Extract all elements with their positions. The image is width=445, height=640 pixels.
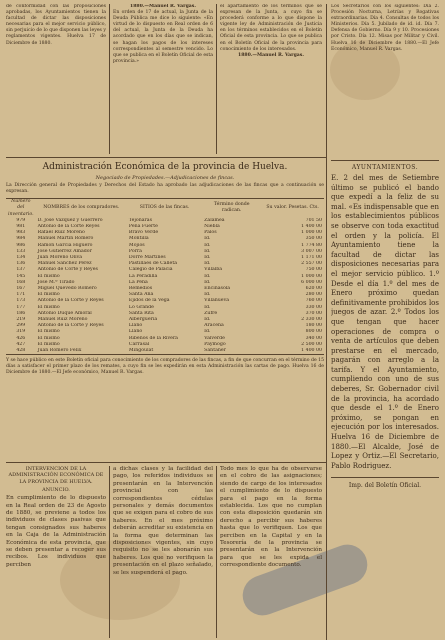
cell-buyer: Antonio de la Corte y Reyes <box>37 323 104 329</box>
cell-inventory: 137 <box>16 267 26 273</box>
cell-buyer: Rafael Ruiz Moreno <box>37 230 85 236</box>
cell-site: Santa Ana <box>128 292 154 298</box>
top-column-1 <box>6 4 106 154</box>
cell-inventory: 319 <box>16 329 26 335</box>
cell-value: 760 00 <box>305 298 322 304</box>
cell-site: Peña Fuerte <box>128 224 158 229</box>
column-divider <box>109 4 110 154</box>
cell-buyer: Antonio Duque Amoral <box>37 310 92 316</box>
cell-value: 701 50 <box>305 217 322 223</box>
cell-value: 1 000 00 <box>301 273 322 279</box>
top-column-2 <box>113 4 213 154</box>
cell-term: Aracena <box>204 323 224 329</box>
admin-note: Y se hace público en este Boletín oficial para conocimiento de los compradores de las fincas, a fin de que concurran en el término de 15 días a satisfacer el primer plazo de los remates, a cuyo fin se les expedirán en esta Administración las cartas de pago. Huelva 16 de Diciembre de 1880.—El Jefe económico, Manuel R. Vargas. <box>6 358 324 376</box>
header-term: Término donde radican. <box>213 202 250 214</box>
ayuntamientos-title: AYUNTAMIENTOS. <box>351 164 419 171</box>
section-rule <box>6 157 326 158</box>
top-column-2-signature: 1880.—Manuel R. Vargas. <box>130 4 196 9</box>
admin-section <box>6 160 324 460</box>
cell-inventory: 177 <box>16 304 26 310</box>
cell-inventory: 428 <box>16 348 26 354</box>
intervention-subtitle: ANUNCIO. <box>42 487 70 494</box>
cell-term: Paymogo <box>204 341 226 347</box>
cell-site: Remedios <box>128 286 153 292</box>
cell-buyer: Miguel Quevedo Romero <box>37 286 97 292</box>
cell-term: Zufre <box>204 310 218 316</box>
cell-site: La Peña <box>128 279 148 285</box>
top-column-4 <box>331 4 439 160</box>
printer-footer: Imp. del Boletín Oficial. <box>348 482 422 490</box>
cell-site: Llano <box>128 329 143 335</box>
cell-value: 280 00 <box>305 292 322 298</box>
cell-buyer: Juan Romero Felix <box>37 348 82 354</box>
cell-inventory: 981 <box>16 224 26 229</box>
ayuntamientos-text: E. 2 del mes de Setiembre último se publicó el bando que expedí a la feliz de su mal. «Es indispensable que en los establecimientos públicos se observe con toda exactitud el orden y la policía. El Ayuntamiento tiene la facultad de dictar las disposiciones necesarias para el mejor servicio público. 1.º Desde el día 1.º del mes de Enero próximo quedan definitivamente prohibidos los juegos de azar. 2.º Todos los que tengan que hacer operaciones de compra o venta de artículos que deben prestarse en el mercado, pagarán con arreglo a la tarifa. Y el Ayuntamiento, cumpliendo con uno de sus deberes, Sr. Gobernador civil de la provincia, ha acordado que desde el 1.º de Enero próximo, se pongan en ejecución por los interesados. Huelva 16 de Diciembre de 1880.—El Alcalde, José de Lopez y Ortiz.—El Secretario, Pablo Rodriguez. <box>331 174 439 470</box>
cell-value: 800 00 <box>305 329 322 335</box>
header-value: Su valor. Pesetas. Cts. <box>266 205 319 211</box>
cell-site: Mojios <box>128 242 145 248</box>
cell-inventory: 984 <box>16 236 26 242</box>
top-column-2-text: En orden de 17 de actual, la Junta de la Deuda Pública me dice lo siguiente: «En virtud de lo dispuesto en Real orden de 6 del actual, la Junta de la Deuda ha acordado que en los días que se indican, se hagan los pagos de los intereses correspondientes al semestre vencido. Lo que se publica en el Boletín Oficial de esta provincia.» <box>113 10 213 64</box>
cell-value: 340 00 <box>305 335 322 341</box>
top-column-4-text: Los Secretarios con los siguientes: Día 2. Procesión Nocturna, Letrías y Rogativas extraordinarias. Día 4. Consultas de todos los Ministerios. Día 5. Jubilado de id. id. Día 7. Defensa de Gobierno. Día 9 y 10. Procesiones por Cristo. Día 12. Misas por Militar y Civil. Huelva 16 de Diciembre de 1880.—El Jefe Económico, Manuel R. Vargas. <box>331 4 439 52</box>
section-rule <box>6 462 326 463</box>
cell-value: 1 400 00 <box>301 224 322 229</box>
cell-site: Llano <box>128 323 143 329</box>
cell-site: Santa Rita <box>128 310 154 316</box>
cell-term: Niebla <box>204 224 220 229</box>
cell-term: Villanueva <box>204 298 230 304</box>
cell-term: Santaner <box>204 348 226 354</box>
column-divider <box>216 466 217 638</box>
cell-value: 620 00 <box>305 286 322 292</box>
cell-buyer: Juan Moreno Oliva <box>37 255 83 261</box>
cell-term: Villalba <box>204 267 223 273</box>
cell-buyer: El mismo <box>37 335 60 341</box>
cell-inventory: 427 <box>16 341 26 347</box>
cell-value: 1 774 80 <box>301 242 322 248</box>
cell-value: 180 00 <box>305 323 322 329</box>
cell-inventory: 168 <box>16 279 26 285</box>
admin-intro: La Dirección general de Propiedades y Derechos del Estado ha aprobado las adjudicaciones de las fincas que a continuación se expresan. <box>6 183 324 195</box>
cell-buyer: El mismo <box>37 273 60 279</box>
lower-column-2-text: a dichas clases y la facilidad del pago, los referidos individuos se presentarán en la Intervención provincial con las correspondientes cédulas personales y demás documentos que se exigen para el cobro de sus haberes. En el mes próximo deberán acreditar su existencia en la forma que determinan las disposiciones vigentes, sin cuyo requisito no se les abonarán sus haberes. Los que no verifiquen la presentación en el plazo señalado, se les suspenderá el pago. <box>113 466 213 576</box>
cell-site: Calegio de Palacia <box>128 267 173 273</box>
cell-term: Id. <box>204 248 211 254</box>
header-inventory: Número del inventario. <box>8 199 34 217</box>
column-divider <box>326 4 327 640</box>
cell-term: Id. <box>204 329 211 335</box>
top-column-3 <box>220 4 322 154</box>
cell-value: 2 557 00 <box>301 261 322 267</box>
cell-value: 2 500 00 <box>301 341 322 347</box>
cell-inventory: 986 <box>16 242 26 248</box>
cell-term: Id. <box>204 236 211 242</box>
cell-term: Id. <box>204 255 211 261</box>
top-column-1-text: de conformidad con las proposiciones aprobadas, los Ayuntamientos tienen la facultad de dictar las disposiciones necesarias para el mejor servicio público, sin perjuicio de lo que disponen las leyes y reglamentos vigentes. Huelva 17 de Diciembre de 1880. <box>6 4 106 46</box>
header-sites: SITIOS de las fincas. <box>139 205 190 211</box>
cell-value: 370 00 <box>305 310 322 316</box>
cell-term: Zalamea <box>204 217 225 223</box>
header-buyers: NOMBRES de los compradores. <box>43 205 120 211</box>
cell-buyer: El mismo <box>37 329 60 335</box>
admin-subtitle: Negociado de Propiedades.—Adjudicaciones de fincas. <box>95 175 235 181</box>
cell-site: Tejonaras <box>128 217 152 223</box>
cell-site: Albergueria <box>128 317 158 323</box>
cell-inventory: 983 <box>16 230 26 236</box>
ayuntamientos-section <box>331 164 439 630</box>
table-row <box>6 348 324 355</box>
lower-column-2 <box>113 466 213 638</box>
cell-term: Palos <box>204 230 217 236</box>
cell-site: La Peradilla <box>128 273 158 279</box>
cell-site: Dorre Martines <box>128 255 166 261</box>
cell-inventory: 134 <box>16 255 26 261</box>
cell-buyer: José M.ª Tirado <box>37 279 75 285</box>
section-rule <box>331 160 439 161</box>
cell-inventory: 145 <box>16 273 26 279</box>
intervention-text: En cumplimiento de lo dispuesto en la Real orden de 23 de Agosto de 1880, se previene a todos los individuos de clases pasivas que tengan consignados sus haberes en la Caja de la Administración Económica de esta provincia, que se deben presentar a recoger sus recibos. Los individuos que perciben <box>6 495 106 568</box>
cell-term: Valverde <box>204 335 225 341</box>
cell-buyer: El mismo <box>37 341 60 347</box>
cell-inventory: 167 <box>16 286 26 292</box>
cell-site: Bravo Verde <box>128 230 159 236</box>
cell-inventory: 171 <box>16 292 26 298</box>
cell-inventory: 426 <box>16 335 26 341</box>
cell-site: Mingoulat <box>128 348 154 354</box>
cell-site: Ejidos de la Vega <box>128 298 170 304</box>
lower-column-1 <box>6 466 106 638</box>
adjudication-table <box>6 198 324 355</box>
top-column-3-signature: 1880.—Manuel R. Vargas. <box>238 52 304 58</box>
cell-site: Porra <box>128 248 142 254</box>
cell-inventory: 173 <box>16 298 26 304</box>
cell-value: 750 00 <box>305 267 322 273</box>
column-divider <box>216 4 217 154</box>
cell-site: Pastillaes de Calleta <box>128 261 177 267</box>
cell-value: 1 400 00 <box>301 348 322 354</box>
cell-buyer: José Gutierrez Amador <box>37 248 92 254</box>
cell-site: Montilla <box>128 236 149 242</box>
cell-inventory: 299 <box>16 323 26 329</box>
cell-term: Id. <box>204 292 211 298</box>
cell-buyer: El mismo <box>37 304 60 310</box>
cell-buyer: Antonio de la Corte Reyes <box>37 224 100 229</box>
cell-inventory: 136 <box>16 261 26 267</box>
cell-value: 1 000 00 <box>301 230 322 236</box>
cell-buyer: Ramón García Higuero <box>37 242 93 248</box>
cell-inventory: 219 <box>16 317 26 323</box>
cell-inventory: 186 <box>16 310 26 316</box>
cell-buyer: Manuel Martín Romero <box>37 236 94 242</box>
cell-inventory: 133 <box>16 248 26 254</box>
top-column-3-text: el apartamiento de los términos que se expresan de la Junta, a cuyo fin se procederá conforme a lo que dispone la vigente ley de Administración de Justicia en los términos establecidos en el Boletín Oficial de esta provincia. Lo que se publica en el Boletín Oficial de la provincia para conocimiento de los interesados. <box>220 4 322 52</box>
intervention-title: INTERVENCIÓN DE LA ADMINISTRACIÓN ECONÓMICA DE LA PROVINCIA DE HUELVA. <box>8 466 104 485</box>
cell-buyer: D. José Vazquez y Guerrero <box>37 217 103 223</box>
cell-term: Id. <box>204 261 211 267</box>
cell-term: Encinasola <box>204 286 231 292</box>
cell-value: 1 171 00 <box>301 255 322 261</box>
cell-term: Id. <box>204 304 211 310</box>
cell-inventory: 979 <box>16 217 26 223</box>
cell-buyer: Manuel Sanchez Pérez <box>37 261 92 267</box>
cell-buyer: El mismo <box>37 292 60 298</box>
cell-value: 3 007 00 <box>301 248 322 254</box>
cell-buyer: Manuel Ruiz Moreno <box>37 317 88 323</box>
lower-column-3 <box>220 466 322 638</box>
cell-value: 2 330 00 <box>301 317 322 323</box>
cell-term: Id. <box>204 242 211 248</box>
cell-site: Lo Grande <box>128 304 154 310</box>
cell-site: Carrasal <box>128 341 150 347</box>
cell-buyer: Antonio de Corte y Reyes <box>37 267 98 273</box>
cell-value: 350 00 <box>305 236 322 242</box>
cell-buyer: Antonio de la Corte y Reyes <box>37 298 104 304</box>
cell-term: Id. <box>204 279 211 285</box>
admin-title: Administración Económica de la provincia de Huelva. <box>42 162 288 172</box>
column-divider <box>109 466 110 638</box>
cell-site: Ribeños de la Rivera <box>128 335 178 341</box>
cell-term: Id. <box>204 273 211 279</box>
cell-value: 6 000 00 <box>301 279 322 285</box>
cell-value: 330 00 <box>305 304 322 310</box>
cell-term: Id. <box>204 317 211 323</box>
lower-column-3-text: Todo mes lo que ha de observarse en el cobro de las asignaciones; siendo de cargo de los interesados el cumplimiento de lo dispuesto para el pago en la forma establecida. Los que no cumplan con esta disposición quedarán sin derecho a percibir sus haberes hasta que lo verifiquen. Los que perciben en la Capital y en la Tesorería de la provincia se presentarán en la Intervención para que se les expida el correspondiente documento. <box>220 466 322 569</box>
